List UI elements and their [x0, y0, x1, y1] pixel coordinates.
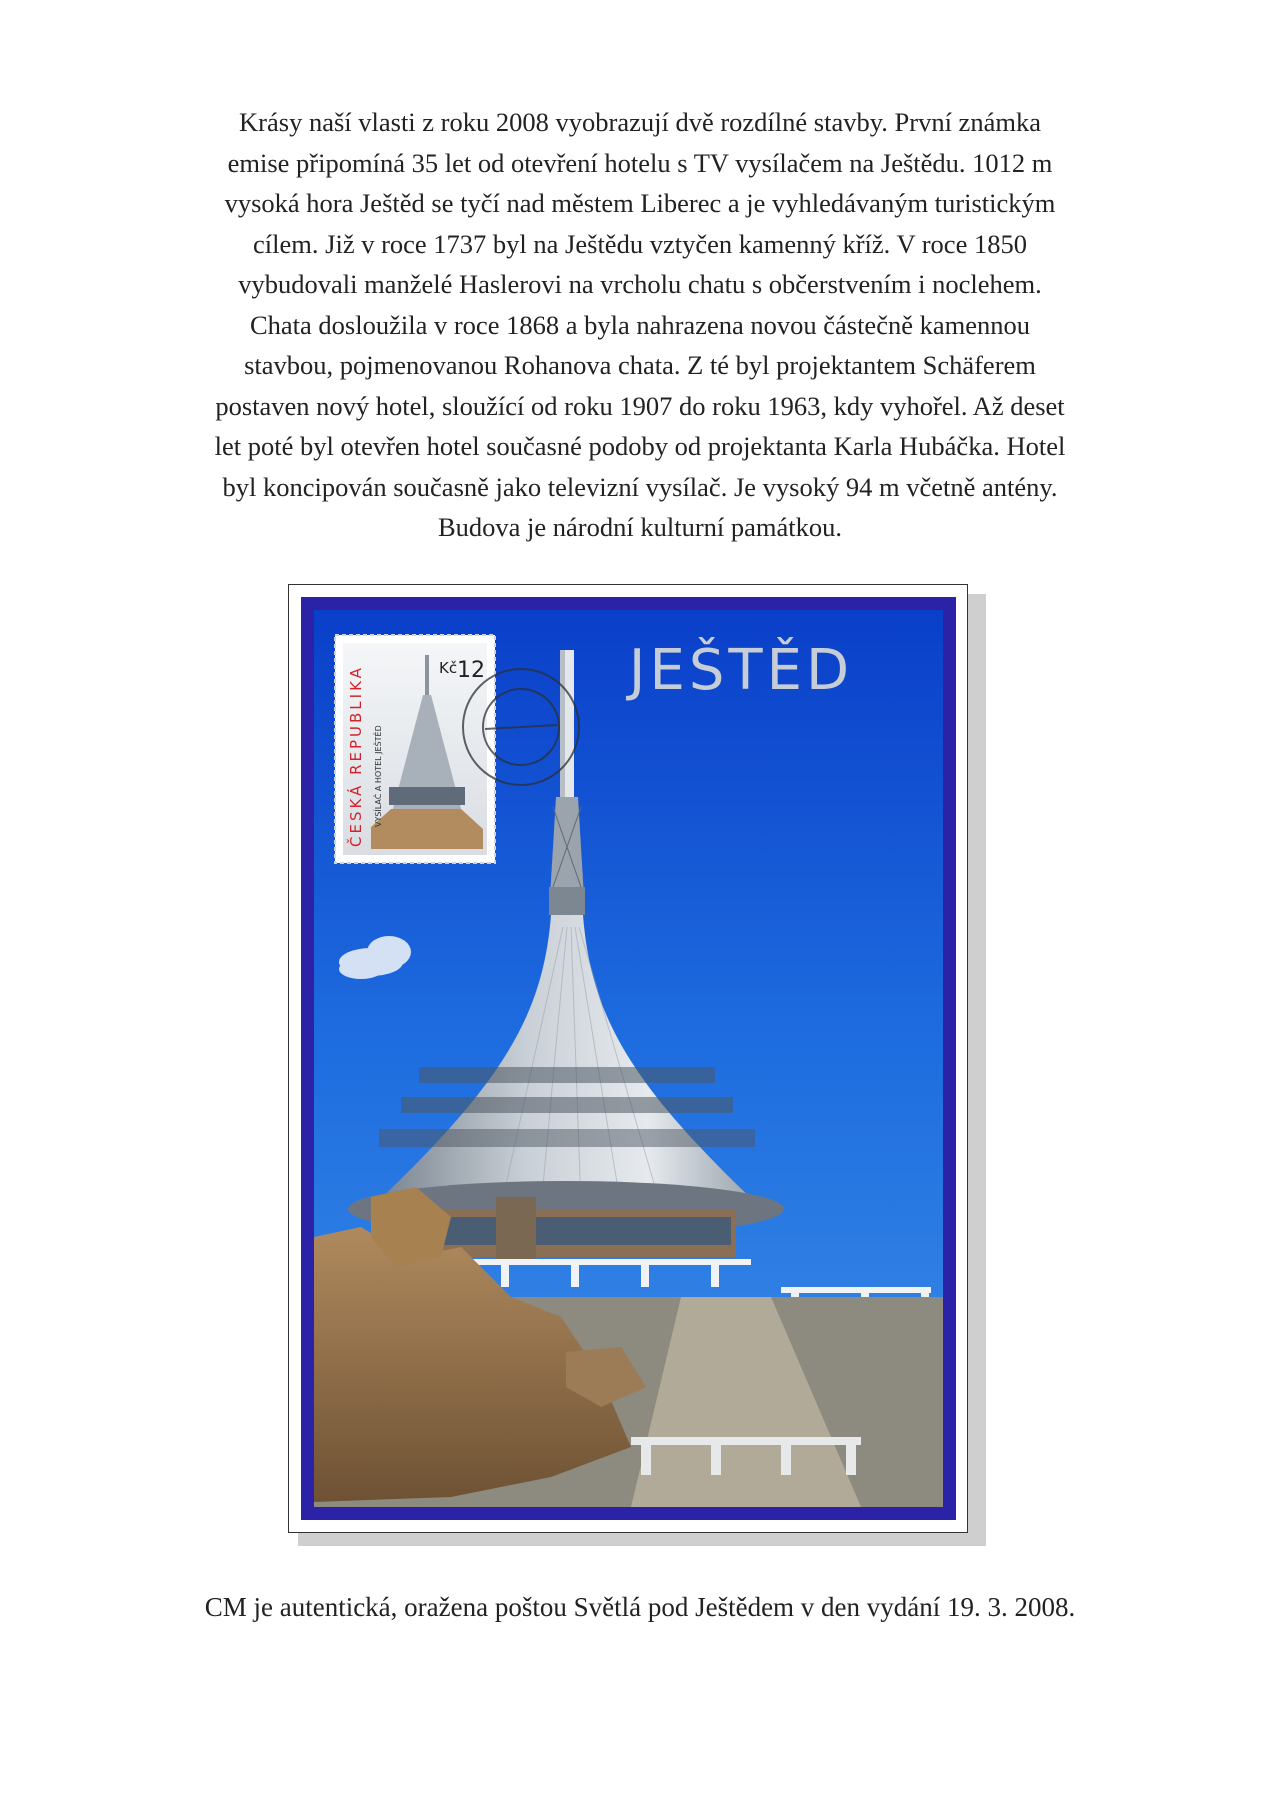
base-windows	[401, 1217, 731, 1245]
intro-line: cílem. Již v roce 1737 byl na Ještědu vztyčen kamenný kříž. V roce 1850	[253, 228, 1027, 259]
intro-line: vybudovali manželé Haslerovi na vrcholu chatu s občerstvením i noclehem.	[238, 269, 1042, 299]
intro-line: let poté byl otevřen hotel současné podoby od projektanta Karla Hubáčka. Hotel	[214, 431, 1066, 461]
intro-line: stavbou, pojmenovanou Rohanova chata. Z té byl projektantem Schäferem	[244, 350, 1036, 380]
card-title: JEŠTĚD	[628, 638, 854, 703]
intro-line: byl koncipován současně jako televizní vysílač. Je vysoký 94 m včetně antény.	[222, 471, 1058, 502]
postage-stamp	[335, 635, 495, 863]
intro-line: Budova je národní kulturní památkou.	[437, 512, 843, 542]
intro-line: postaven nový hotel, sloužící od roku 1907 do roku 1963, kdy vyhořel. Až deset	[215, 390, 1065, 421]
stamp-country: ČESKÁ REPUBLIKA	[347, 665, 365, 847]
intro-paragraph	[130, 102, 1150, 548]
stone-pillar	[496, 1197, 536, 1259]
stamp-subject: VYSÍLAČ A HOTEL JEŠTĚD	[374, 725, 383, 827]
maximum-card-photo	[301, 597, 956, 1520]
caption: CM je autentická, oražena poštou Světlá pod Ještědem v den vydání 19. 3. 2008.	[204, 1592, 1076, 1622]
window-bands	[379, 1067, 755, 1147]
intro-line: Krásy naší vlasti z roku 2008 vyobrazují dvě rozdílné stavby. První známka	[239, 107, 1041, 137]
stamp-currency: Kč	[439, 659, 458, 677]
intro-line: emise připomíná 35 let od otevření hotelu s TV vysílačem na Ještědu. 1012 m	[227, 147, 1053, 178]
stamp-value: 12	[457, 658, 485, 683]
intro-line: vysoká hora Ještěd se tyčí nad městem Liberec a je vyhledávaným turistickým	[224, 188, 1056, 218]
intro-line: Chata dosloužila v roce 1868 a byla nahrazena novou částečně kamennou	[250, 309, 1030, 340]
